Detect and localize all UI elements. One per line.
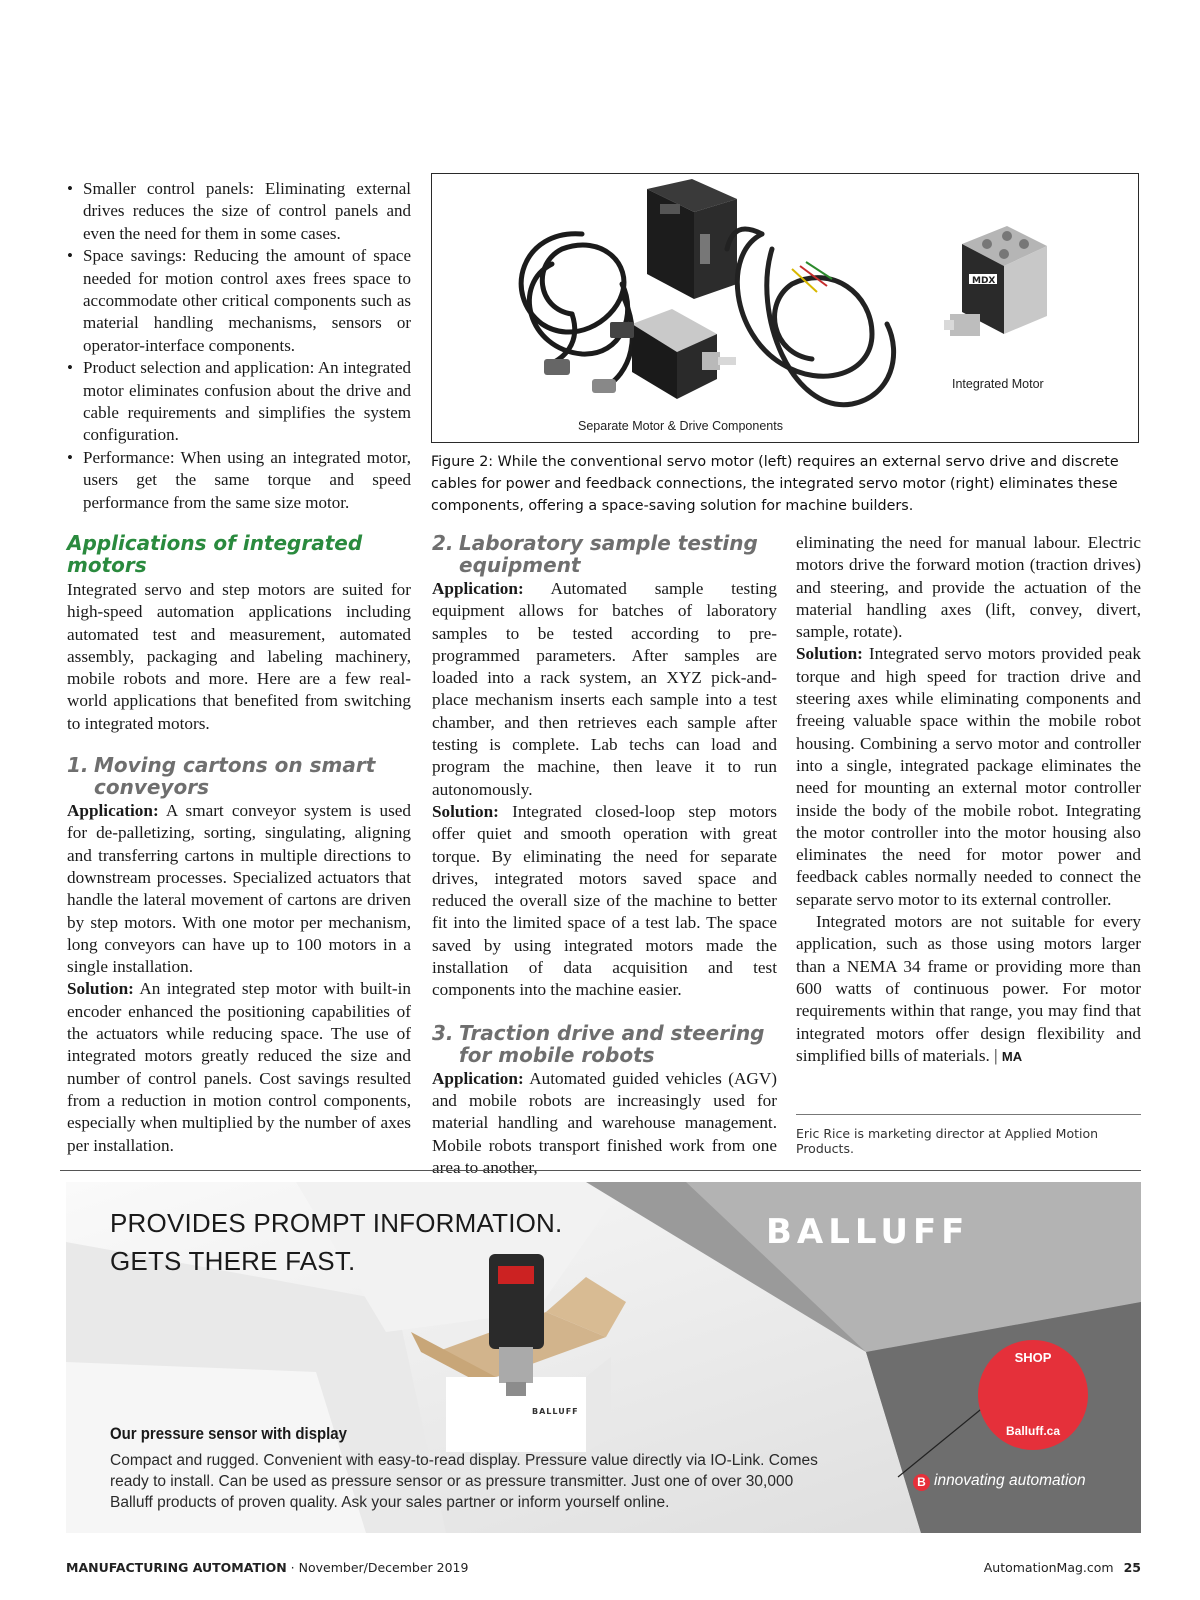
applications-intro: Integrated servo and step motors are suited for high-speed automation applications including automated test and measurement, automated assembly, packaging and labeling machinery, mobile robots and more. Here are a few real-world applications that benefited from switching to integrated motors. [67, 580, 411, 733]
issue-date: · November/December 2019 [286, 1560, 469, 1575]
motor-brand-mark: MDX [972, 276, 996, 286]
balluff-advertisement[interactable] [66, 1182, 1141, 1533]
bullet-item: • Product selection and application: An integrated motor eliminates confusion about the drive and cable requirements and simplifies the system configuration. [67, 357, 411, 447]
section-3-number: 3. [432, 1020, 454, 1045]
page-number: 25 [1123, 1560, 1141, 1575]
bullet-item: • Space savings: Reducing the amount of space needed for motion control axes frees space to accommodate other critical components such as material handling mechanisms, sensors or operator-interface components. [67, 245, 411, 357]
section-1-body [67, 800, 411, 1157]
section-3-title: Traction drive and steering for mobile robots [459, 1020, 765, 1067]
section-3-application [432, 1068, 777, 1179]
section-2-heading [432, 532, 777, 576]
section-3-application-text: Automated guided vehicles (AGV) and mobile robots are increasingly used for material handling and warehouse management. Mobile robots transport finished work from one area to another, [432, 1068, 777, 1177]
shop-site: Balluff.ca [1005, 1424, 1060, 1438]
solution-label: Solution: [432, 801, 499, 821]
footer-publication [66, 1560, 468, 1575]
application-label: Application: [432, 1068, 524, 1088]
section-1-number: 1. [67, 753, 89, 778]
application-label: Application: [432, 579, 524, 598]
solution-label: Solution: [67, 979, 134, 999]
section-3-application-cont: eliminating the need for manual labour. Electric motors drive the forward motion (traction drives) and steering, and provide the actuation of the material handling axes (lift, convey, divert, sample, rotate). [796, 533, 1141, 642]
shop-button[interactable] [978, 1340, 1088, 1450]
applications-heading: Applications of integrated motors [67, 531, 363, 577]
section-3-heading [432, 1022, 777, 1066]
section-2-solution [432, 801, 777, 1002]
section-1-solution-text: An integrated step motor with built-in encoder enhanced the positioning capabilities of the actuators while reducing space. The use of integrated motors greatly reduced the size and number of control panels. Cost savings resulted from a reduction in motion control components, especially when multiplied by the number of axes per installation. [67, 979, 411, 1155]
site-link[interactable]: AutomationMag.com [983, 1560, 1114, 1575]
box-brand-mark: BALLUFF [532, 1407, 579, 1416]
balluff-logo: BALLUFF [766, 1212, 970, 1252]
ad-divider [60, 1170, 1141, 1171]
section-3-body-start [432, 1068, 777, 1179]
bullet-item: • Smaller control panels: Eliminating external drives reduces the size of control panels and even the need for them in some cases. [67, 178, 411, 245]
section-3-body-continued [796, 532, 1141, 1068]
figure-caption: Figure 2: While the conventional servo motor (left) requires an external servo drive and discrete cables for power and feedback connections, the integrated servo motor (right) eliminates these components, offering a space-saving solution for machine builders. [431, 454, 1119, 514]
section-2-number: 2. [432, 531, 454, 555]
ad-tagline: innovating automation [934, 1472, 1086, 1489]
section-1-application-text: A smart conveyor system is used for de-palletizing, sorting, singulating, aligning and transferring cartons in multiple directions to downstream processes. Specialized actuators that handle the lateral movement of cartons are driven by step motors. With one motor per mechanism, long conveyors can have up to 100 motors in a single installation. [67, 801, 411, 977]
closing-separator: | [989, 1045, 1002, 1065]
section-2-application-text: Automated sample testing equipment allows for batches of laboratory samples to be tested according to pre-programmed parameters. After samples are loaded into a rack system, an XYZ pick-and-place mechanism inserts each sample into a test chamber, and then retrieves each sample after testing is complete. Lab techs can load and program the machine, then leave it to run autonomously. [432, 579, 777, 799]
section-3-solution [796, 643, 1141, 911]
section-2-application [432, 578, 777, 801]
section-2-title: Laboratory sample testing equipment [459, 531, 758, 577]
ad-subheading: Our pressure sensor with display [110, 1424, 347, 1443]
footer-site [984, 1560, 1141, 1575]
section-1-heading [67, 754, 411, 798]
section-3-solution-text: Integrated servo motors provided peak torque and high speed for traction drive and steering axes while eliminating components and freeing valuable space within the mobile robot housing. Combining a servo motor and controller into a single, integrated package eliminates the need for mounting an external motor controller inside the body of the mobile robot. Integrating the motor controller into the motor housing also eliminates the need for motor power and feedback cables normally needed to connect the separate servo motor to its external controller. [796, 644, 1142, 909]
figure-label-separate: Separate Motor & Drive Components [578, 419, 783, 433]
application-label: Application: [67, 801, 159, 821]
ad-headline-line-1: PROVIDES PROMPT INFORMATION. [110, 1208, 563, 1238]
end-mark: MA [1001, 1048, 1023, 1064]
closing-text: Integrated motors are not suitable for every application, such as those using motors larger than a NEMA 34 frame or providing more than 600 watts of continuous power. For motor requirements within that range, you may find that integrated motors offer design flexibility and simplified bills of materials. [796, 912, 1141, 1065]
figure-label-integrated: Integrated Motor [952, 377, 1044, 391]
ad-headline-line-2: GETS THERE FAST. [110, 1246, 356, 1276]
solution-label: Solution: [796, 644, 863, 664]
motor-components-photo [432, 174, 1139, 443]
closing-paragraph [796, 911, 1141, 1068]
benefits-bullet-list [67, 178, 411, 514]
section-1-application [67, 800, 411, 978]
figure-2 [431, 173, 1139, 443]
right-column [796, 532, 1141, 1068]
bullet-item: • Performance: When using an integrated motor, users get the same torque and speed performance from the same size motor. [67, 447, 411, 514]
section-1-title: Moving cartons on smart conveyors [94, 753, 376, 800]
publication-name: MANUFACTURING AUTOMATION [66, 1560, 287, 1575]
balluff-b-icon: B [913, 1474, 930, 1491]
applications-block [67, 532, 411, 1157]
ad-headline [110, 1204, 562, 1280]
section-2-solution-text: Integrated closed-loop step motors offer quiet and smooth operation with great torque. By eliminating the need for separate drives, integrated motors saved space and reduced the overall size of the machine to better fit into the limited space of a test lab. The space saved by using integrated motors made the installation of data acquisition and test components into the machine easier. [432, 801, 777, 1000]
author-divider [796, 1114, 1141, 1115]
author-bio: Eric Rice is marketing director at Applied Motion Products. [796, 1126, 1099, 1156]
section-2-body [432, 578, 777, 1002]
section-1-solution [67, 978, 411, 1156]
ad-body: Compact and rugged. Convenient with easy-to-read display. Pressure value directly via IO-Link. Comes ready to install. Can be used as pressure sensor or as pressure transmitter. Just one of over 30,000 Balluff products of proven quality. Ask your sales partner or inform yourself online. [110, 1452, 818, 1511]
shop-label: SHOP [1014, 1350, 1052, 1365]
middle-column [432, 532, 777, 1179]
